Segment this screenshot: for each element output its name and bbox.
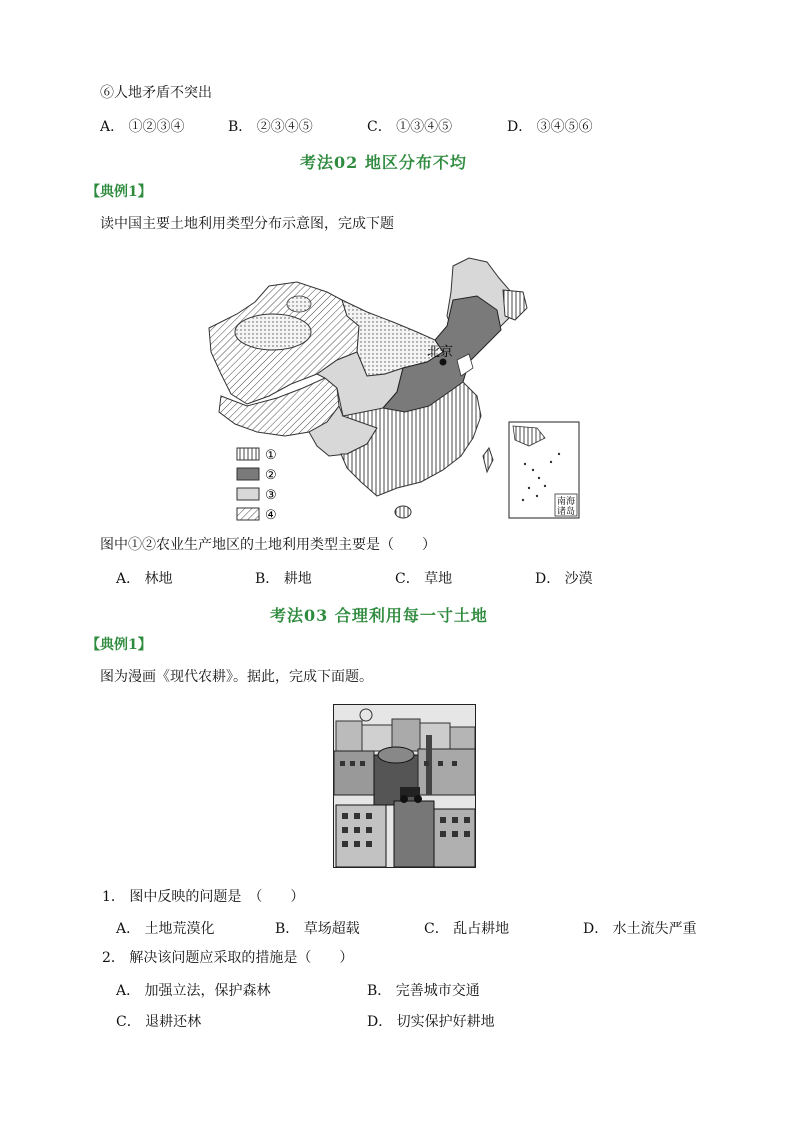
inset-label-line1: 南海 [557,497,576,507]
option-a: A． ①②③④ [100,119,185,135]
legend-swatch-2 [237,468,259,480]
legend-label-2: ② [265,468,277,483]
q1-option-d: D． 水土流失严重 [583,921,697,937]
option-d: D． ③④⑤⑥ [507,119,593,135]
q2-option-c: C． 退耕还林 [116,1014,202,1030]
example-tag-2: 【典例1】 [86,637,152,653]
city-label-beijing: 北京 [427,345,454,360]
q1-option-b: B． 草场超载 [275,921,360,937]
legend-label-3: ③ [265,488,277,503]
q2-option-d: D． 切实保护好耕地 [367,1014,495,1030]
map-option-b: B． 耕地 [255,571,312,587]
question-2: 2． 解决该问题应采取的措施是（ ） [102,950,354,966]
section-heading-3: 考法03 合理利用每一寸土地 [270,606,488,625]
q2-option-a: A． 加强立法，保护森林 [116,983,271,999]
cartoon-prompt: 图为漫画《现代农耕》。据此，完成下面题。 [100,669,373,685]
map-question: 图中①②农业生产地区的土地利用类型主要是（ ） [100,537,436,553]
example-tag: 【典例1】 [86,184,152,200]
q1-option-a: A． 土地荒漠化 [116,921,215,937]
question-prompt: 读中国主要土地利用类型分布示意图，完成下题 [100,216,394,232]
q1-option-c: C． 乱占耕地 [424,921,510,937]
map-option-d: D． 沙漠 [535,571,593,587]
inset-label-line2: 诸岛 [557,507,576,517]
legend-label-4: ④ [265,508,277,522]
map-option-c: C． 草地 [395,571,453,587]
legend-swatch-4 [237,508,259,520]
map-option-a: A． 林地 [116,571,173,587]
q2-option-b: B． 完善城市交通 [367,983,480,999]
legend-label-1: ① [265,448,277,463]
china-land-use-map [207,256,583,522]
option-b: B． ②③④⑤ [228,119,313,135]
section-heading-2: 考法02 地区分布不均 [300,153,467,172]
legend-swatch-1 [237,448,259,460]
cartoon-modern-farming [333,704,476,868]
option-c: C． ①③④⑤ [367,119,453,135]
legend-swatch-3 [237,488,259,500]
question-item-6: ⑥人地矛盾不突出 [100,85,212,101]
question-1: 1． 图中反映的问题是 （ ） [102,889,305,905]
